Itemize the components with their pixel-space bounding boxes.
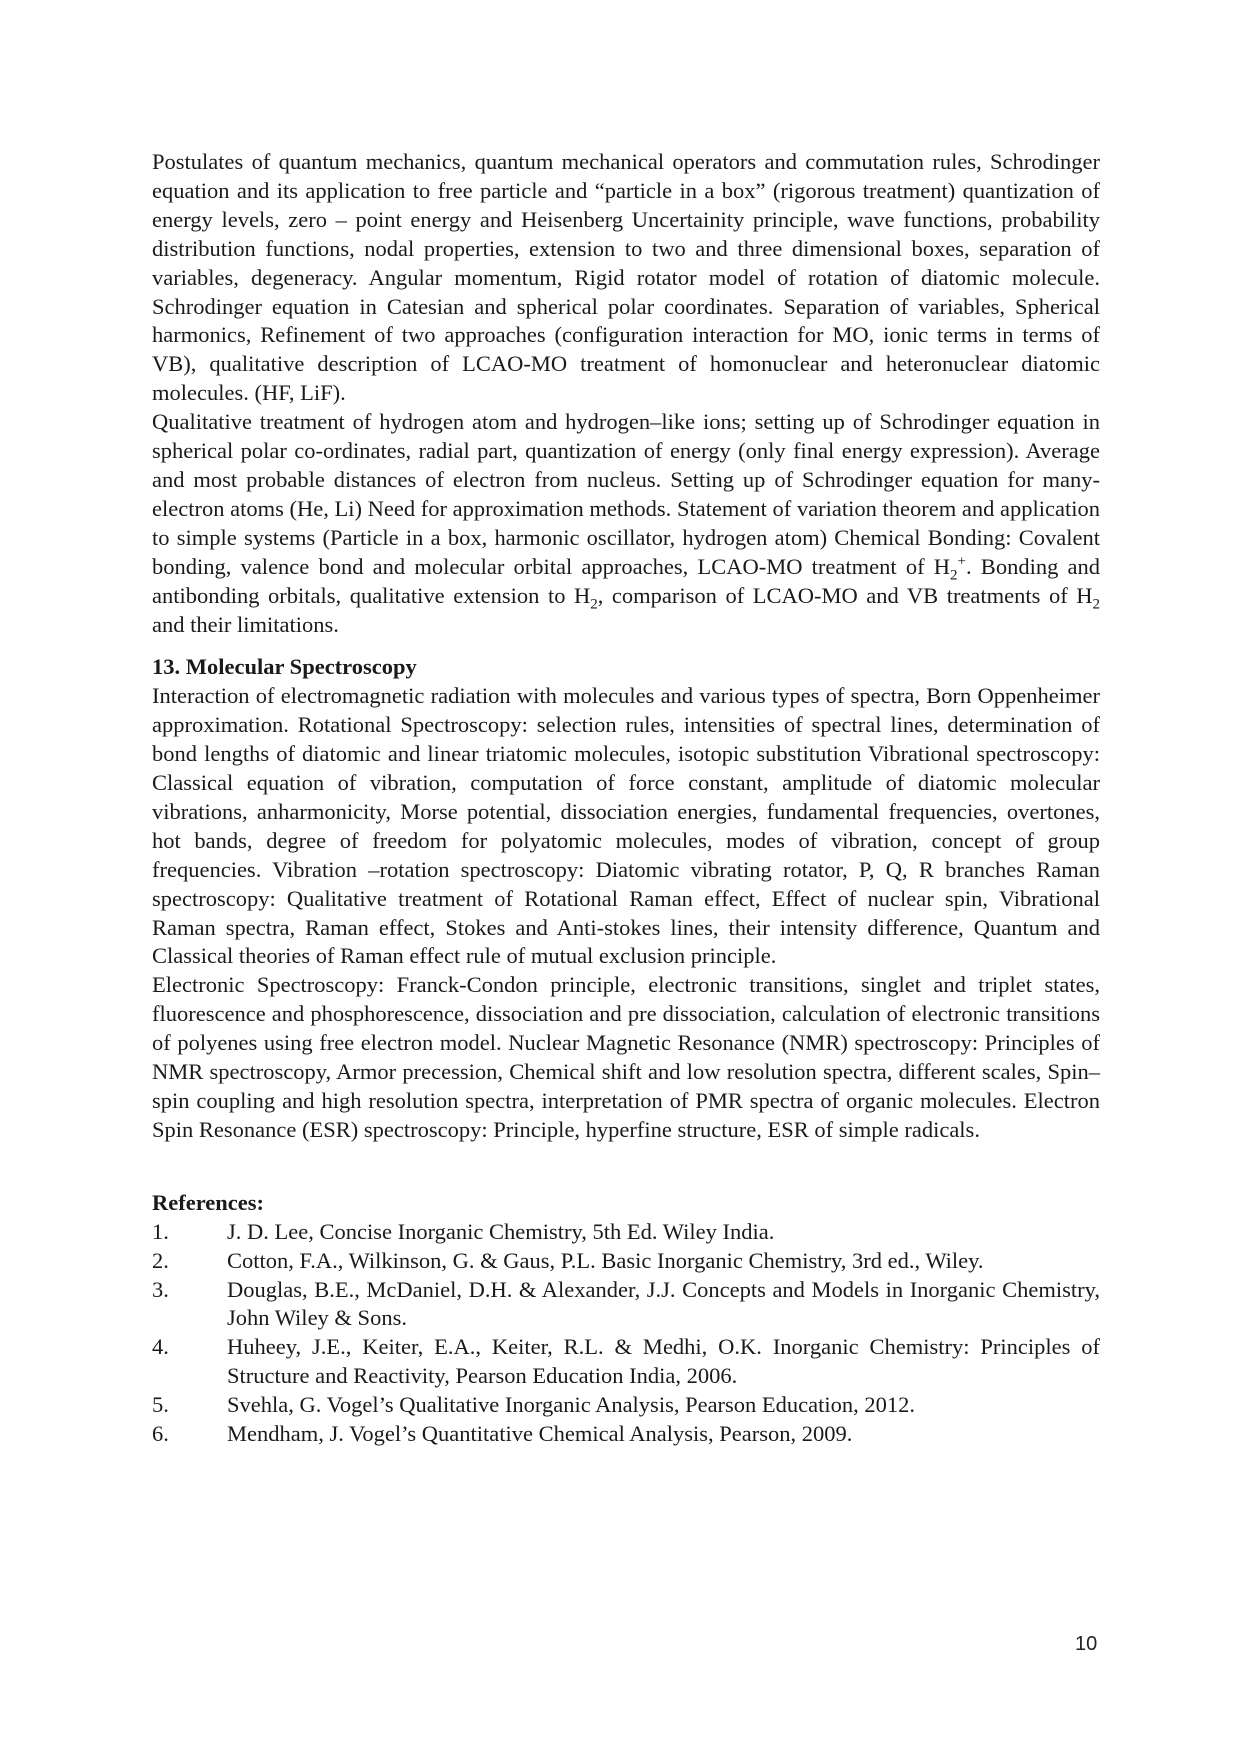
paragraph-electronic-spectroscopy: Electronic Spectroscopy: Franck-Condon principle, electronic transitions, singlet and triplet states, fluorescence and phosphorescence, dissociation and pre dissociation, calculation of electronic transitions of polyenes using free electron model. Nuclear Magnetic Resonance (NMR) spectroscopy: Principles of NMR spectroscopy, Armor precession, Chemical shift and low resolution spectra, different scales, Spin–spin coupling and high resolution spectra, interpretation of PMR spectra of organic molecules. Electron Spin Resonance (ESR) spectroscopy: Principle, hyperfine structure, ESR of simple radicals. [152, 972, 1100, 1142]
reference-item [152, 1420, 1100, 1449]
text-run: Qualitative treatment of hydrogen atom and hydrogen–like ions; setting up of Schrodinger equation in spherical polar co-ordinates, radial part, quantization of energy (only final energy expression). Average and most probable distances of electron from nucleus. Setting up of Schrodinger equation for many-electron atoms (He, Li) Need for approximation methods. Statement of variation theorem and application to simple systems (Particle in a box, harmonic oscillator, hydrogen atom) Chemical Bonding: Covalent bonding, valence bond and molecular orbital approaches, LCAO-MO treatment of H [152, 409, 1100, 579]
superscript: + [957, 553, 966, 570]
reference-item [152, 1247, 1100, 1276]
reference-number: 2. [152, 1247, 169, 1273]
text-run: , comparison of LCAO-MO and VB treatments of H [597, 582, 1093, 608]
reference-text: Cotton, F.A., Wilkinson, G. & Gaus, P.L. Basic Inorganic Chemistry, 3rd ed., Wiley. [227, 1247, 984, 1273]
reference-item [152, 1218, 1100, 1247]
page-number: 10 [1075, 1633, 1098, 1655]
reference-number: 5. [152, 1392, 169, 1418]
paragraph-quantum-postulates: Postulates of quantum mechanics, quantum mechanical operators and commutation rules, Schrodinger equation and its application to free particle and “particle in a box” (rigorous treatment) quantization of energy levels, zero – point energy and Heisenberg Uncertainity principle, wave functions, probability distribution functions, nodal properties, extension to two and three dimensional boxes, separation of variables, degeneracy. Angular momentum, Rigid rotator model of rotation of diatomic molecule. Schrodinger equation in Catesian and spherical polar coordinates. Separation of variables, Spherical harmonics, Refinement of two approaches (configuration interaction for MO, ionic terms in terms of VB), qualitative description of LCAO-MO treatment of homonuclear and heteronuclear diatomic molecules. (HF, LiF). [152, 149, 1100, 406]
paragraph-hydrogen-atom [152, 408, 1100, 639]
reference-text: Huheey, J.E., Keiter, E.A., Keiter, R.L. & Medhi, O.K. Inorganic Chemistry: Principles of Structure and Reactivity, Pearson Education India, 2006. [227, 1334, 1100, 1389]
text-run: and their limitations. [152, 611, 339, 637]
text-run: . Bonding and antibonding orbitals, qualitative extension to H [152, 553, 1101, 608]
reference-item [152, 1391, 1100, 1420]
subscript: 2 [950, 567, 958, 584]
reference-text: Douglas, B.E., McDaniel, D.H. & Alexander, J.J. Concepts and Models in Inorganic Chemistry, John Wiley & Sons. [227, 1276, 1100, 1331]
reference-number: 4. [152, 1334, 169, 1360]
subscript: 2 [1092, 596, 1100, 613]
reference-item [152, 1276, 1100, 1334]
reference-text: Mendham, J. Vogel’s Quantitative Chemical Analysis, Pearson, 2009. [227, 1421, 853, 1447]
references-heading: References: [152, 1189, 265, 1215]
reference-text: Svehla, G. Vogel’s Qualitative Inorganic Analysis, Pearson Education, 2012. [227, 1392, 916, 1418]
section-heading-molecular-spectroscopy: 13. Molecular Spectroscopy [152, 654, 417, 680]
references-list [152, 1218, 1100, 1449]
subscript: 2 [590, 596, 598, 613]
paragraph-rotational-vibrational: Interaction of electromagnetic radiation with molecules and various types of spectra, Born Oppenheimer approximation. Rotational Spectroscopy: selection rules, intensities of spectral lines, determination of bond lengths of diatomic and linear triatomic molecules, isotopic substitution Vibrational spectroscopy: Classical equation of vibration, computation of force constant, amplitude of diatomic molecular vibrations, anharmonicity, Morse potential, dissociation energies, fundamental frequencies, overtones, hot bands, degree of freedom for polyatomic molecules, modes of vibration, concept of group frequencies. Vibration –rotation spectroscopy: Diatomic vibrating rotator, P, Q, R branches Raman spectroscopy: Qualitative treatment of Rotational Raman effect, Effect of nuclear spin, Vibrational Raman spectra, Raman effect, Stokes and Anti-stokes lines, their intensity difference, Quantum and Classical theories of Raman effect rule of mutual exclusion principle. [152, 683, 1100, 969]
reference-number: 3. [152, 1276, 169, 1302]
page-content [152, 148, 1100, 1449]
reference-text: J. D. Lee, Concise Inorganic Chemistry, 5th Ed. Wiley India. [227, 1218, 775, 1244]
reference-item [152, 1333, 1100, 1391]
reference-number: 6. [152, 1421, 169, 1447]
reference-number: 1. [152, 1218, 169, 1244]
